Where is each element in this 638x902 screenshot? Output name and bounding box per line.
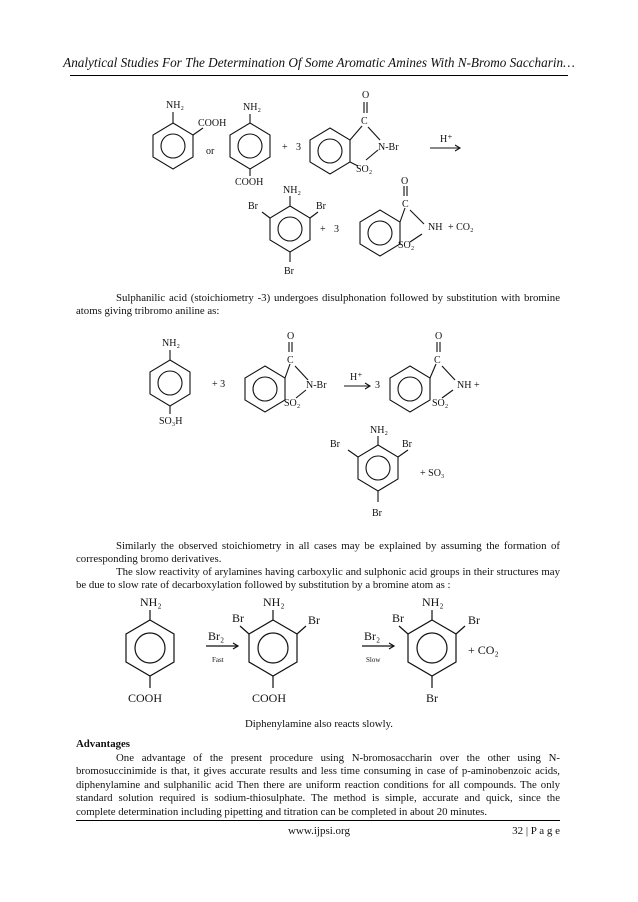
header-rule — [70, 75, 568, 76]
paragraph-stoichiometry: Similarly the observed stoichiometry in all cases may be explained by assuming the formation of corresponding bromo derivatives. — [76, 540, 560, 566]
mid-br-left: Br — [232, 611, 244, 625]
saccharin-c: C — [402, 199, 409, 210]
sulphanilic-acid-structure — [150, 350, 190, 414]
advantages-heading: Advantages — [76, 738, 130, 750]
saccharin-c: C — [434, 355, 441, 366]
product-br-left: Br — [330, 439, 340, 450]
saccharin-o: O — [401, 176, 409, 187]
saccharin-structure — [360, 186, 424, 256]
anthranilic-cooh: COOH — [198, 118, 227, 129]
reaction-scheme-2 — [0, 330, 638, 525]
start-cooh: COOH — [128, 691, 163, 705]
final-br-right: Br — [468, 613, 480, 627]
step2-reagent: Br₂ — [364, 629, 381, 643]
dibromo-aminobenzoic-acid-structure — [240, 610, 306, 688]
arrow-label: H⁺ — [350, 372, 363, 383]
plus-sign: + — [282, 142, 288, 153]
anthranilic-acid-structure — [153, 112, 203, 169]
product-nh2: NH₂ — [283, 185, 301, 196]
step2-note: Slow — [366, 656, 381, 664]
paragraph-sulphanilic: Sulphanilic acid (stoichiometry -3) undergoes disulphonation followed by substitution with bromine atoms giving tribromo aniline as: — [76, 292, 560, 318]
reaction-scheme-3 — [0, 590, 638, 715]
product-br-right: Br — [402, 439, 412, 450]
tribromoaniline-structure — [399, 610, 465, 688]
step1-reagent: Br₂ — [208, 629, 225, 643]
mid-cooh: COOH — [252, 691, 287, 705]
final-nh2: NH₂ — [422, 595, 444, 609]
plus-sign-2: + — [320, 224, 326, 235]
product-br-left: Br — [248, 201, 258, 212]
coefficient-2: 3 — [375, 380, 380, 391]
so3-text: + SO₃ — [420, 468, 445, 479]
nbs-nbr: N-Br — [378, 142, 399, 153]
nbs-so2: SO₂ — [284, 398, 301, 409]
final-br-bottom: Br — [426, 691, 438, 705]
sulphanilic-so3h: SO₃H — [159, 416, 183, 427]
running-header: Analytical Studies For The Determination Of Some Aromatic Amines With N-Bromo Saccharin… — [63, 55, 575, 70]
coefficient: 3 — [296, 142, 301, 153]
saccharin-so2: SO₂ — [432, 398, 449, 409]
saccharin-nh: NH — [428, 222, 443, 233]
advantages-paragraph: One advantage of the present procedure using N-bromosaccharin over the other using N-bromosuccinimide is that, it gives accurate results and less time consuming in case of p-aminobenzoic acids, diphenylamine and sulphanilic acid Then there are uniform reaction conditions for all compounds. The only standard solution required is sodium-thiosulphate. The method is simple, accurate and quick, since the complete determination including pipetting and titration can be completed in about 20 minutes. — [76, 752, 560, 818]
nbs-o: O — [362, 90, 370, 101]
product-br-right: Br — [316, 201, 326, 212]
anthranilic-nh2: NH₂ — [166, 100, 184, 111]
footer-website: www.ijpsi.org — [287, 825, 351, 837]
footer-page-number: 32 | P a g e — [512, 825, 560, 837]
co2-text: + CO₂ — [468, 643, 499, 657]
p-aba-nh2: NH₂ — [243, 102, 261, 113]
or-text: or — [206, 146, 215, 157]
step1-note: Fast — [212, 656, 224, 664]
p-aminobenzoic-acid-structure — [126, 610, 174, 688]
footer-rule — [76, 820, 560, 821]
product-br-bottom: Br — [372, 508, 382, 519]
tribromoaniline-structure — [348, 436, 408, 502]
final-br-left: Br — [392, 611, 404, 625]
nbs-c: C — [361, 116, 368, 127]
product-nh2: NH₂ — [370, 425, 388, 436]
caption-diphenylamine: Diphenylamine also reacts slowly. — [244, 718, 394, 730]
sulphanilic-nh2: NH₂ — [162, 338, 180, 349]
nbs-nbr: N-Br — [306, 380, 327, 391]
nbs-so2: SO₂ — [356, 164, 373, 175]
saccharin-so2: SO₂ — [398, 240, 415, 251]
product-br-bottom: Br — [284, 266, 294, 277]
p-aba-cooh: COOH — [235, 177, 264, 188]
saccharin-nh: NH + — [457, 380, 480, 391]
nbs-c: C — [287, 355, 294, 366]
coefficient: + 3 — [212, 379, 226, 390]
tribromoaniline-structure — [262, 196, 318, 262]
coefficient-2: 3 — [334, 224, 339, 235]
saccharin-o: O — [435, 331, 443, 342]
paragraph-reactivity: The slow reactivity of arylamines having carboxylic and sulphonic acid groups in their structures may be due to slow rate of decarboxylation followed by substitution by a bromine atom as : — [76, 566, 560, 592]
p-aminobenzoic-acid-structure — [230, 114, 270, 176]
mid-nh2: NH₂ — [263, 595, 285, 609]
nbs-o: O — [287, 331, 295, 342]
co2-text: + CO₂ — [448, 222, 474, 233]
arrow-label: H⁺ — [440, 134, 453, 145]
start-nh2: NH₂ — [140, 595, 162, 609]
mid-br-right: Br — [308, 613, 320, 627]
reaction-scheme-1 — [0, 88, 638, 288]
